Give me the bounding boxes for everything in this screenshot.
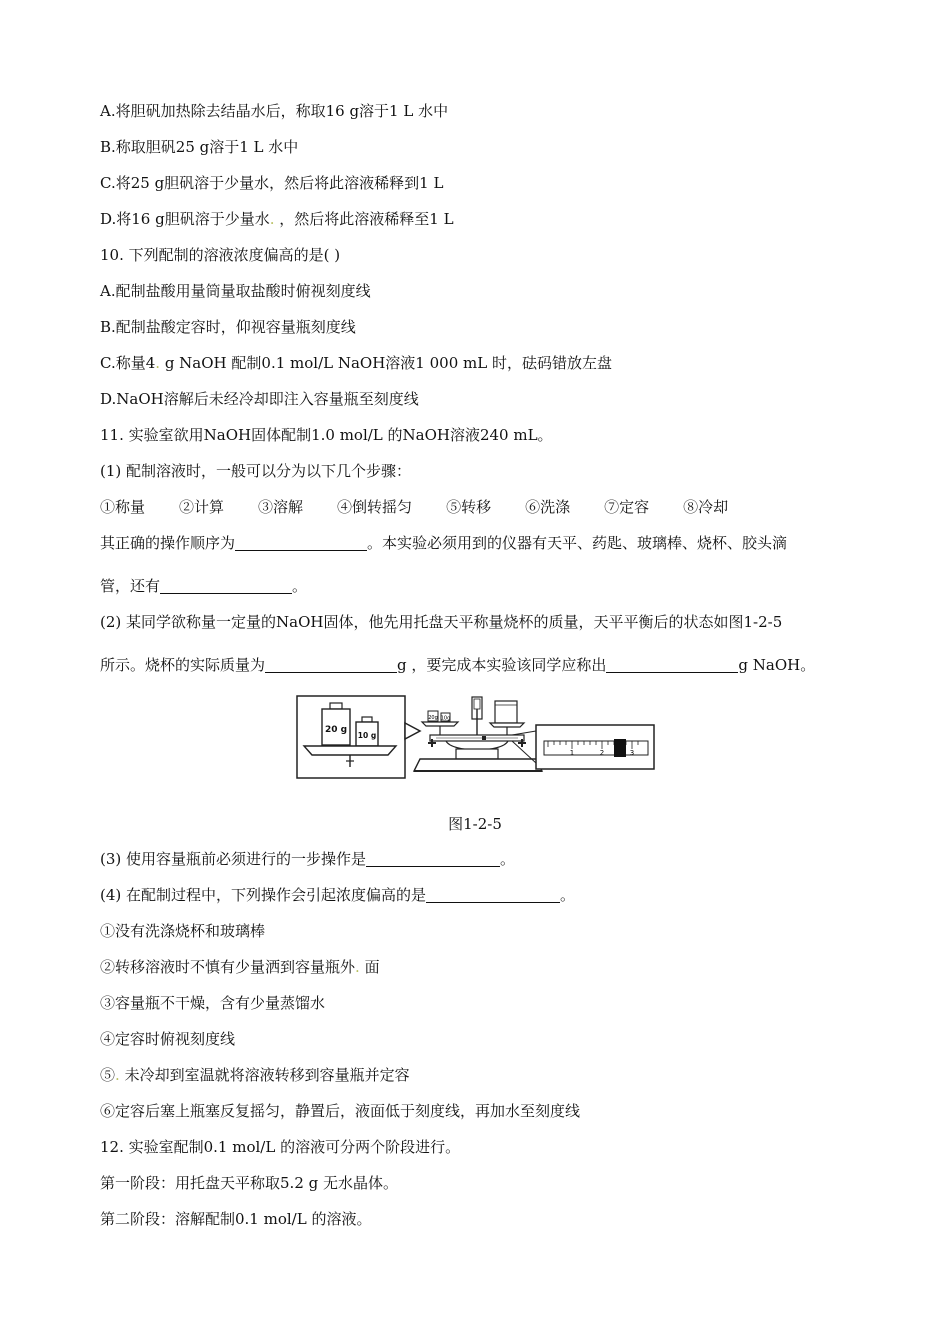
step-item: ①称量	[100, 498, 146, 516]
q11-part4-line	[100, 885, 575, 905]
balance-base	[414, 759, 542, 771]
weight-20g-label: 20 g	[324, 725, 348, 735]
callout-pointer	[405, 723, 420, 739]
q11-p4-option-4: ④定容时俯视刻度线	[100, 1030, 236, 1048]
q11-part2-line2	[100, 655, 815, 675]
q9-option-d	[100, 209, 454, 229]
q10-option-d: D.NaOH溶解后未经冷却即注入容量瓶至刻度线	[100, 390, 419, 408]
q9-option-c: C.将25 g胆矾溶于少量水，然后将此溶液稀释到1 L	[100, 174, 444, 192]
p3-prefix: (3) 使用容量瓶前必须进行的一步操作是	[100, 850, 367, 868]
q9-option-d-text-1: D.将16 g胆矾溶于少量水	[100, 210, 270, 228]
q10-option-c	[100, 353, 612, 373]
step-item: ②计算	[179, 498, 225, 516]
step-item: ③溶解	[258, 498, 304, 516]
q11-steps-list	[100, 497, 728, 517]
answer-blank-order[interactable]	[235, 534, 367, 551]
weight-10g-label: 10 g	[357, 731, 377, 740]
q9-option-b: B.称取胆矾25 g溶于1 L 水中	[100, 138, 299, 156]
p4-prefix: (4) 在配制过程中，下列操作会引起浓度偏高的是	[100, 886, 427, 904]
p2-text-b: g ，要完成本实验该同学应称出	[397, 656, 607, 674]
p2-text-c: g NaOH。	[738, 656, 816, 674]
weight-20g-knob	[330, 703, 342, 709]
q9-option-d-text-2: ，然后将此溶液稀释至1 L	[279, 210, 454, 228]
figure-caption: 图1-2-5	[448, 815, 502, 833]
q11-p4-option-2	[100, 957, 380, 977]
p4-opt2-text-1: ②转移溶液时不慎有少量洒到容量瓶外	[100, 958, 356, 976]
q11-p4-option-3: ③容量瓶不干燥，含有少量蒸馏水	[100, 994, 326, 1012]
answer-blank-check[interactable]	[366, 850, 500, 867]
q11-p4-option-5	[100, 1065, 410, 1085]
p4-opt5-dot: .	[115, 1066, 120, 1084]
q11-part1-order-line	[100, 533, 787, 553]
step-item: ⑧冷却	[683, 498, 729, 516]
p4-opt5-text-1: ⑤	[100, 1066, 116, 1084]
weight-10g-knob	[362, 717, 372, 722]
p4-opt5-text-2: 未冷却到室温就将溶液转移到容量瓶并定容	[119, 1066, 410, 1084]
weights-callout-box	[297, 696, 405, 778]
step-item: ⑦定容	[604, 498, 650, 516]
step-item: ⑥洗涤	[525, 498, 571, 516]
p4-opt2-text-2: 面	[359, 958, 380, 976]
weights-pan	[304, 746, 396, 755]
order-prefix: 其正确的操作顺序为	[100, 534, 236, 552]
q11-p4-option-6: ⑥定容后塞上瓶塞反复摇匀，静置后，液面低于刻度线，再加水至刻度线	[100, 1102, 581, 1120]
q12-stage-1: 第一阶段：用托盘天平称取5.2 g 无水晶体。	[100, 1174, 398, 1192]
q11-p4-option-1: ①没有洗涤烧杯和玻璃棒	[100, 922, 266, 940]
rider-slider	[614, 739, 626, 757]
q10-option-a: A.配制盐酸用量筒量取盐酸时俯视刻度线	[100, 282, 371, 300]
q9-option-a: A.将胆矾加热除去结晶水后，称取16 g溶于1 L 水中	[100, 102, 449, 120]
scale-tick-1: 1	[569, 749, 575, 757]
q11-stem: 11. 实验室欲用NaOH固体配制1.0 mol/L 的NaOH溶液240 mL。	[100, 426, 553, 444]
step-item: ⑤转移	[446, 498, 492, 516]
p4-suffix: 。	[560, 886, 576, 904]
scale-tick-2: 2	[599, 749, 605, 757]
p4-opt2-dot: .	[355, 958, 360, 976]
q11-part1-stem: (1) 配制溶液时，一般可以分为以下几个步骤：	[100, 462, 412, 480]
q11-part3-line	[100, 849, 515, 869]
q12-stem: 12. 实验室配制0.1 mol/L 的溶液可分两个阶段进行。	[100, 1138, 461, 1156]
q10-option-c-text-2: g NaOH 配制0.1 mol/L NaOH溶液1 000 mL 时，砝码错放左盘	[160, 354, 612, 372]
p3-suffix: 。	[500, 850, 516, 868]
q12-stage-2: 第二阶段：溶解配制0.1 mol/L 的溶液。	[100, 1210, 372, 1228]
q10-option-c-dot: .	[155, 354, 161, 372]
mini-weight-1: 20g	[428, 715, 438, 721]
q11-part1-tools-line	[100, 576, 307, 596]
balance-figure	[296, 695, 656, 785]
p2-text-a: 所示。烧杯的实际质量为	[100, 656, 266, 674]
beaker	[495, 701, 517, 723]
answer-blank-tools[interactable]	[160, 577, 292, 594]
balance-diagram	[296, 695, 656, 781]
answer-blank-high-conc[interactable]	[426, 886, 560, 903]
scale-tick-3: 3	[629, 749, 635, 757]
q9-option-d-dot: .	[269, 210, 275, 228]
tools-prefix: 管，还有	[100, 577, 161, 595]
mini-weight-2: 10g	[440, 715, 451, 722]
tools-suffix: 。	[292, 577, 308, 595]
q10-option-b: B.配制盐酸定容时，仰视容量瓶刻度线	[100, 318, 356, 336]
answer-blank-beaker-mass[interactable]	[265, 656, 397, 673]
step-item: ④倒转摇匀	[337, 498, 413, 516]
q10-option-c-text-1: C.称量4	[100, 354, 156, 372]
q11-part2-line1: (2) 某同学欲称量一定量的NaOH固体，他先用托盘天平称量烧杯的质量，天平平衡后的状态如图1-2-5	[100, 613, 783, 631]
q10-stem: 10. 下列配制的溶液浓度偏高的是( )	[100, 246, 341, 264]
answer-blank-naoh-mass[interactable]	[606, 656, 738, 673]
order-suffix: 。本实验必须用到的仪器有天平、药匙、玻璃棒、烧杯、胶头滴	[367, 534, 788, 552]
